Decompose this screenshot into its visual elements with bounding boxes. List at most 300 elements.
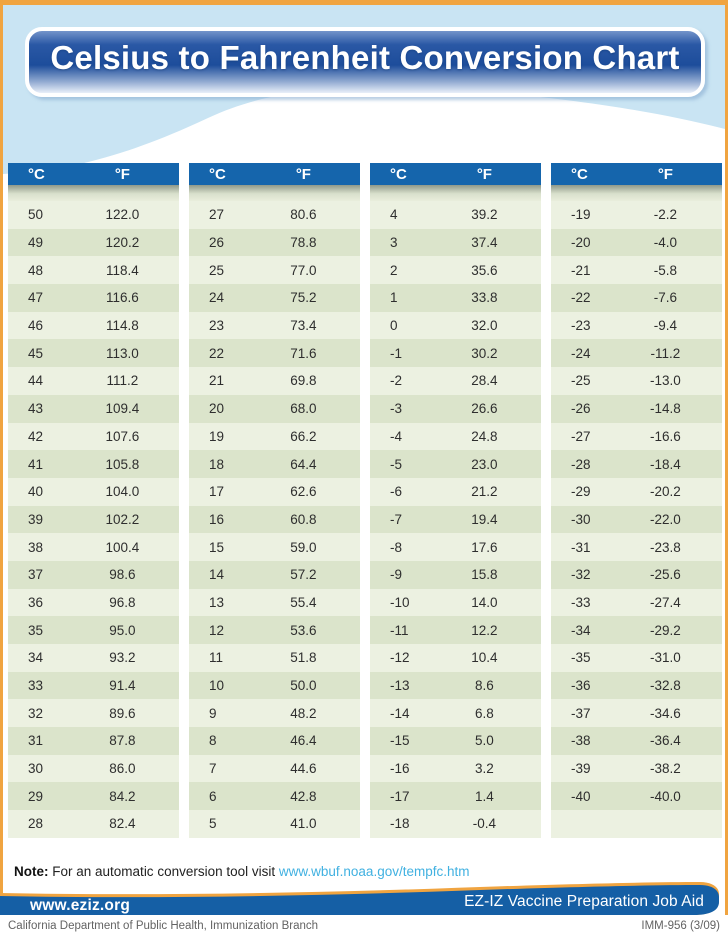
fahrenheit-value: 68.0 <box>290 401 317 417</box>
table-row <box>551 229 722 257</box>
celsius-value: -9 <box>390 567 403 583</box>
fahrenheit-value: 71.6 <box>290 345 317 361</box>
table-row <box>370 533 541 561</box>
table-row <box>8 339 179 367</box>
celsius-value: -31 <box>571 539 591 555</box>
fahrenheit-value: -16.6 <box>650 428 681 444</box>
celsius-value: -18 <box>390 816 410 832</box>
celsius-value: -38 <box>571 733 591 749</box>
fahrenheit-value: 73.4 <box>290 318 317 334</box>
fahrenheit-value: 59.0 <box>290 539 317 555</box>
table-row <box>370 367 541 395</box>
fahrenheit-value: -18.4 <box>650 456 681 472</box>
fahrenheit-value: 105.8 <box>105 456 140 472</box>
fahrenheit-value: 42.8 <box>290 788 317 804</box>
table-row <box>370 672 541 700</box>
fahrenheit-value: -27.4 <box>650 594 681 610</box>
fahrenheit-value: 60.8 <box>290 511 317 527</box>
table-row <box>189 201 360 229</box>
celsius-value: -35 <box>571 650 591 666</box>
fahrenheit-value: -23.8 <box>650 539 681 555</box>
table-row <box>189 755 360 783</box>
table-row <box>551 312 722 340</box>
celsius-value: 44 <box>28 373 44 389</box>
document-code: IMM-956 (3/09) <box>641 920 720 932</box>
fahrenheit-value: 24.8 <box>471 428 498 444</box>
fahrenheit-value: 28.4 <box>471 373 498 389</box>
fahrenheit-value: -13.0 <box>650 373 681 389</box>
table-row <box>189 339 360 367</box>
celsius-value: -36 <box>571 678 591 694</box>
celsius-value: -4 <box>390 428 403 444</box>
celsius-value: -29 <box>571 484 591 500</box>
fahrenheit-value: 15.8 <box>471 567 498 583</box>
fahrenheit-value: 1.4 <box>475 788 494 804</box>
celsius-value: -15 <box>390 733 410 749</box>
celsius-value: 43 <box>28 401 44 417</box>
table-row <box>189 589 360 617</box>
celsius-value: 7 <box>209 761 217 777</box>
fahrenheit-value: 91.4 <box>109 678 136 694</box>
table-row <box>370 782 541 810</box>
table-row <box>370 312 541 340</box>
table-row <box>189 478 360 506</box>
table-row <box>551 727 722 755</box>
fahrenheit-value: -11.2 <box>650 345 681 361</box>
celsius-value: -22 <box>571 290 591 306</box>
celsius-value: -16 <box>390 761 410 777</box>
fahrenheit-value: 12.2 <box>471 622 498 638</box>
fahrenheit-value: 37.4 <box>471 235 498 251</box>
table-row <box>8 256 179 284</box>
table-row <box>8 312 179 340</box>
fahrenheit-value: 3.2 <box>475 761 494 777</box>
celsius-value: -3 <box>390 401 403 417</box>
table-row <box>370 201 541 229</box>
celsius-value: -40 <box>571 788 591 804</box>
page-title: Celsius to Fahrenheit Conversion Chart <box>50 39 680 76</box>
department-credit: California Department of Public Health, Immunization Branch <box>8 920 319 932</box>
celsius-value: -8 <box>390 539 403 555</box>
fahrenheit-value: 122.0 <box>105 207 140 223</box>
fahrenheit-value: 26.6 <box>471 401 498 417</box>
table-row <box>8 810 179 838</box>
celsius-value: -5 <box>390 456 403 472</box>
fahrenheit-value: 50.0 <box>290 678 317 694</box>
celsius-value: 37 <box>28 567 44 583</box>
celsius-value: 20 <box>209 401 225 417</box>
fahrenheit-value: -36.4 <box>650 733 681 749</box>
table-header-row <box>551 163 722 185</box>
celsius-header: °C <box>28 165 45 183</box>
table-row <box>189 256 360 284</box>
fahrenheit-value: 118.4 <box>106 262 139 278</box>
table-row <box>551 201 722 229</box>
table-row <box>8 533 179 561</box>
celsius-value: 30 <box>28 761 44 777</box>
table-row <box>8 727 179 755</box>
table-row <box>189 699 360 727</box>
celsius-value: -23 <box>571 318 591 334</box>
celsius-value: 22 <box>209 345 225 361</box>
celsius-value: 21 <box>209 373 225 389</box>
celsius-value: 28 <box>28 816 44 832</box>
table-row <box>370 229 541 257</box>
fahrenheit-value: 64.4 <box>290 456 317 472</box>
table-row <box>370 616 541 644</box>
table-row <box>370 699 541 727</box>
table-row <box>8 782 179 810</box>
celsius-value: 31 <box>28 733 44 749</box>
fahrenheit-value: -32.8 <box>650 678 681 694</box>
table-row <box>370 423 541 451</box>
table-row <box>8 755 179 783</box>
table-row <box>8 229 179 257</box>
fahrenheit-value: 10.4 <box>471 650 498 666</box>
celsius-value: -12 <box>390 650 410 666</box>
celsius-value: 45 <box>28 345 44 361</box>
celsius-value: 47 <box>28 290 44 306</box>
celsius-value: -24 <box>571 345 591 361</box>
fahrenheit-value: 82.4 <box>109 816 136 832</box>
fahrenheit-value: -2.2 <box>653 207 678 223</box>
table-row <box>551 284 722 312</box>
table-row <box>551 672 722 700</box>
fahrenheit-value: 32.0 <box>471 318 498 334</box>
fahrenheit-value: 17.6 <box>471 539 498 555</box>
table-row <box>189 810 360 838</box>
fahrenheit-value: -9.4 <box>653 318 678 334</box>
fahrenheit-value: 102.2 <box>105 511 140 527</box>
table-row <box>8 644 179 672</box>
celsius-value: -17 <box>390 788 410 804</box>
fahrenheit-value: 30.2 <box>471 345 498 361</box>
fahrenheit-value: 21.2 <box>471 484 498 500</box>
table-row <box>370 810 541 838</box>
celsius-value: -13 <box>390 678 410 694</box>
fahrenheit-value: 66.2 <box>290 428 317 444</box>
table-row <box>551 506 722 534</box>
celsius-value: -14 <box>390 705 410 721</box>
celsius-value: 27 <box>209 207 225 223</box>
celsius-value: 15 <box>209 539 225 555</box>
table-row <box>551 423 722 451</box>
table-row <box>370 506 541 534</box>
note-label: Note: <box>14 864 49 879</box>
fahrenheit-value: 104.0 <box>105 484 140 500</box>
fahrenheit-value: 111.2 <box>106 373 139 389</box>
celsius-value: 49 <box>28 235 44 251</box>
table-row <box>551 561 722 589</box>
celsius-value: 6 <box>209 788 217 804</box>
celsius-value: 4 <box>390 207 398 223</box>
table-row <box>8 367 179 395</box>
celsius-value: -2 <box>390 373 403 389</box>
conversion-table <box>8 163 179 838</box>
fahrenheit-value: 53.6 <box>290 622 317 638</box>
celsius-value: -6 <box>390 484 403 500</box>
fahrenheit-value: 116.6 <box>106 290 139 306</box>
footer-website[interactable]: www.eziz.org <box>30 897 131 914</box>
celsius-value: 26 <box>209 235 225 251</box>
fahrenheit-value: 23.0 <box>471 456 498 472</box>
table-row <box>8 450 179 478</box>
table-row <box>189 672 360 700</box>
fahrenheit-value: 33.8 <box>471 290 498 306</box>
celsius-value: -34 <box>571 622 591 638</box>
fahrenheit-header: °F <box>476 165 492 183</box>
fahrenheit-value: 98.6 <box>109 567 136 583</box>
table-row <box>189 312 360 340</box>
celsius-value: 40 <box>28 484 44 500</box>
fahrenheit-value: 75.2 <box>290 290 317 306</box>
celsius-value: 46 <box>28 318 44 334</box>
table-row <box>370 450 541 478</box>
fahrenheit-value: 80.6 <box>290 207 317 223</box>
table-row <box>189 782 360 810</box>
celsius-value: 13 <box>209 594 225 610</box>
celsius-value: 3 <box>390 235 398 251</box>
fahrenheit-value: -20.2 <box>650 484 681 500</box>
celsius-value: 41 <box>28 456 44 472</box>
fahrenheit-value: 69.8 <box>290 373 317 389</box>
table-row <box>189 644 360 672</box>
fahrenheit-header: °F <box>295 165 311 183</box>
conversion-table <box>189 163 360 838</box>
celsius-header: °C <box>209 165 226 183</box>
fahrenheit-value: -29.2 <box>650 622 681 638</box>
celsius-value: -10 <box>390 594 410 610</box>
celsius-value: -25 <box>571 373 591 389</box>
table-row <box>189 727 360 755</box>
celsius-value: 32 <box>28 705 44 721</box>
celsius-value: 0 <box>390 318 398 334</box>
table-row <box>189 533 360 561</box>
celsius-value: -1 <box>390 345 403 361</box>
celsius-value: 35 <box>28 622 44 638</box>
fahrenheit-value: 120.2 <box>105 235 140 251</box>
table-header-shadow <box>370 185 541 201</box>
celsius-value: 11 <box>209 650 224 666</box>
fahrenheit-value: 35.6 <box>471 262 498 278</box>
note <box>14 864 469 879</box>
fahrenheit-value: 107.6 <box>105 428 140 444</box>
fahrenheit-value: 46.4 <box>290 733 317 749</box>
table-row <box>8 561 179 589</box>
table-row <box>551 395 722 423</box>
fahrenheit-value: 89.6 <box>109 705 136 721</box>
table-row <box>370 284 541 312</box>
table-header-row <box>189 163 360 185</box>
celsius-value: 39 <box>28 511 44 527</box>
fahrenheit-value: 114.8 <box>106 318 139 334</box>
celsius-value: -26 <box>571 401 591 417</box>
fahrenheit-value: -5.8 <box>653 262 678 278</box>
title-banner <box>25 27 705 97</box>
table-row <box>8 616 179 644</box>
table-row <box>370 644 541 672</box>
table-header-row <box>8 163 179 185</box>
celsius-value: 23 <box>209 318 225 334</box>
fahrenheit-value: -38.2 <box>650 761 681 777</box>
fahrenheit-value: 6.8 <box>475 705 494 721</box>
table-row <box>370 561 541 589</box>
table-row <box>189 367 360 395</box>
celsius-value: 1 <box>390 290 398 306</box>
table-row <box>551 699 722 727</box>
celsius-value: 14 <box>209 567 225 583</box>
table-row <box>8 423 179 451</box>
table-header-shadow <box>8 185 179 201</box>
fahrenheit-value: 55.4 <box>290 594 317 610</box>
fahrenheit-value: -0.4 <box>472 816 497 832</box>
celsius-value: 48 <box>28 262 44 278</box>
table-row <box>8 506 179 534</box>
celsius-value: 9 <box>209 705 217 721</box>
fahrenheit-value: 5.0 <box>475 733 494 749</box>
fahrenheit-value: -7.6 <box>653 290 678 306</box>
table-row <box>370 478 541 506</box>
table-row <box>551 755 722 783</box>
table-header-shadow <box>551 185 722 201</box>
celsius-value: -30 <box>571 511 591 527</box>
fahrenheit-value: 86.0 <box>109 761 136 777</box>
table-header-shadow <box>189 185 360 201</box>
credits-line <box>8 920 720 932</box>
table-row <box>370 727 541 755</box>
fahrenheit-value: -31.0 <box>650 650 681 666</box>
fahrenheit-value: 96.8 <box>109 594 136 610</box>
table-row <box>8 201 179 229</box>
celsius-value: 36 <box>28 594 44 610</box>
conversion-table <box>551 163 722 838</box>
celsius-value: -21 <box>571 262 591 278</box>
table-row <box>551 450 722 478</box>
table-row <box>551 782 722 810</box>
celsius-value: 19 <box>209 428 225 444</box>
fahrenheit-header: °F <box>657 165 673 183</box>
celsius-value: 50 <box>28 207 44 223</box>
fahrenheit-value: 109.4 <box>105 401 140 417</box>
celsius-value: 25 <box>209 262 225 278</box>
table-row <box>370 256 541 284</box>
celsius-value: 8 <box>209 733 217 749</box>
fahrenheit-value: 84.2 <box>109 788 136 804</box>
table-row <box>8 589 179 617</box>
table-header-row <box>370 163 541 185</box>
table-row <box>8 478 179 506</box>
celsius-value: -39 <box>571 761 591 777</box>
table-row <box>189 450 360 478</box>
table-row <box>189 561 360 589</box>
table-row <box>551 533 722 561</box>
table-row <box>189 284 360 312</box>
celsius-value: 12 <box>209 622 225 638</box>
celsius-value: -7 <box>390 511 403 527</box>
conversion-table <box>370 163 541 838</box>
table-row <box>8 699 179 727</box>
fahrenheit-value: 48.2 <box>290 705 317 721</box>
celsius-value: 16 <box>209 511 225 527</box>
fahrenheit-value: 100.4 <box>105 539 140 555</box>
celsius-value: 38 <box>28 539 44 555</box>
fahrenheit-value: 39.2 <box>471 207 498 223</box>
fahrenheit-value: 78.8 <box>290 235 317 251</box>
celsius-value: 24 <box>209 290 225 306</box>
fahrenheit-value: 113.0 <box>106 345 139 361</box>
celsius-value: 33 <box>28 678 44 694</box>
table-row <box>189 616 360 644</box>
celsius-value: 10 <box>209 678 225 694</box>
fahrenheit-value: 57.2 <box>290 567 317 583</box>
fahrenheit-value: 14.0 <box>471 594 498 610</box>
table-row <box>551 256 722 284</box>
celsius-value: 5 <box>209 816 217 832</box>
table-row <box>370 339 541 367</box>
celsius-value: 17 <box>209 484 225 500</box>
celsius-value: 42 <box>28 428 44 444</box>
celsius-value: -20 <box>571 235 591 251</box>
fahrenheit-value: 19.4 <box>471 511 498 527</box>
conversion-tool-link[interactable]: www.wbuf.noaa.gov/tempfc.htm <box>278 864 470 879</box>
table-row <box>189 395 360 423</box>
fahrenheit-value: -4.0 <box>653 235 678 251</box>
table-row <box>370 395 541 423</box>
table-row <box>551 339 722 367</box>
celsius-value: 34 <box>28 650 44 666</box>
table-row <box>551 810 722 838</box>
celsius-value: -33 <box>571 594 591 610</box>
table-row <box>551 367 722 395</box>
table-row <box>8 284 179 312</box>
fahrenheit-value: -22.0 <box>650 511 681 527</box>
table-row <box>551 589 722 617</box>
celsius-value: -37 <box>571 705 591 721</box>
fahrenheit-value: -25.6 <box>650 567 681 583</box>
fahrenheit-value: -34.6 <box>650 705 681 721</box>
fahrenheit-value: 51.8 <box>290 650 317 666</box>
fahrenheit-value: 95.0 <box>109 622 136 638</box>
table-row <box>189 506 360 534</box>
fahrenheit-value: 77.0 <box>290 262 317 278</box>
celsius-value: -11 <box>390 622 409 638</box>
footer-job-aid-label: EZ-IZ Vaccine Preparation Job Aid <box>464 893 704 910</box>
fahrenheit-value: 87.8 <box>109 733 136 749</box>
table-row <box>8 395 179 423</box>
celsius-value: -32 <box>571 567 591 583</box>
fahrenheit-value: 62.6 <box>290 484 317 500</box>
fahrenheit-value: 93.2 <box>109 650 136 666</box>
celsius-value: 29 <box>28 788 44 804</box>
table-row <box>8 672 179 700</box>
celsius-header: °C <box>571 165 588 183</box>
celsius-value: -19 <box>571 207 591 223</box>
table-row <box>370 589 541 617</box>
celsius-value: 18 <box>209 456 225 472</box>
fahrenheit-header: °F <box>114 165 130 183</box>
table-row <box>189 423 360 451</box>
celsius-value: -28 <box>571 456 591 472</box>
table-row <box>551 644 722 672</box>
table-row <box>189 229 360 257</box>
celsius-header: °C <box>390 165 407 183</box>
celsius-value: 2 <box>390 262 398 278</box>
table-row <box>551 616 722 644</box>
conversion-tables <box>8 163 722 838</box>
fahrenheit-value: 41.0 <box>290 816 317 832</box>
table-row <box>370 755 541 783</box>
note-text: For an automatic conversion tool visit <box>52 864 276 879</box>
